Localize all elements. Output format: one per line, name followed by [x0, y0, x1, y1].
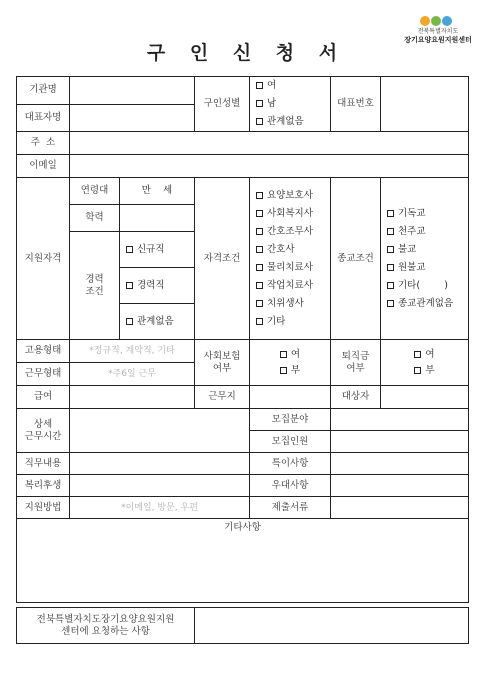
checkbox-icon[interactable] [387, 282, 394, 289]
checkbox-icon[interactable] [126, 246, 133, 253]
title-char: 구 [146, 42, 166, 64]
work-type-label: 근무형태 [17, 363, 70, 386]
logo-figures-icon [398, 14, 478, 28]
rep-phone-field[interactable] [381, 77, 469, 132]
apply-method-field[interactable]: *이메일, 방문, 우편 [70, 497, 250, 519]
recruit-field-input[interactable] [331, 409, 469, 431]
gender-options [250, 77, 331, 132]
checkbox-icon[interactable] [387, 210, 394, 217]
checkbox-icon[interactable] [126, 282, 133, 289]
checkbox-icon[interactable] [256, 246, 263, 253]
org-name-field[interactable] [70, 77, 195, 105]
target-label: 대상자 [331, 386, 381, 409]
emp-type-label: 고용형태 [17, 340, 70, 363]
checkbox-icon[interactable] [387, 228, 394, 235]
detail-hours-field[interactable] [70, 409, 250, 453]
checkbox-icon[interactable] [387, 264, 394, 271]
qual-option[interactable]: 요양보호사 [256, 187, 328, 205]
rep-name-field[interactable] [70, 104, 195, 132]
checkbox-icon[interactable] [387, 246, 394, 253]
emp-type-field[interactable]: *정규직, 계약직, 기타 [70, 340, 195, 363]
religion-option[interactable]: 원불교 [387, 259, 466, 277]
salary-label: 급여 [17, 386, 70, 409]
qual-option[interactable]: 작업치료사 [256, 277, 328, 295]
recruit-count-label: 모집인원 [250, 431, 331, 453]
age-label: 연령대 [70, 178, 120, 205]
title-char: 서 [318, 42, 338, 64]
preference-field[interactable] [331, 475, 469, 497]
preference-label: 우대사항 [250, 475, 331, 497]
special-field[interactable] [331, 453, 469, 475]
checkbox-icon[interactable] [280, 367, 287, 374]
title-char: 신 [232, 42, 252, 64]
qual-option[interactable]: 사회복지사 [256, 205, 328, 223]
address-label: 주 소 [17, 132, 70, 155]
career-option[interactable]: 경력직 [120, 268, 195, 304]
checkbox-icon[interactable] [256, 282, 263, 289]
insurance-option[interactable]: 부 [252, 363, 328, 379]
logo-text-center: 장기요양요원지원센터 [404, 36, 472, 44]
education-label: 학력 [70, 205, 120, 232]
career-option[interactable]: 관계없음 [120, 304, 195, 340]
severance-option[interactable]: 부 [383, 363, 466, 379]
qual-option[interactable]: 간호사 [256, 241, 328, 259]
job-request-form [16, 76, 469, 644]
welfare-field[interactable] [70, 475, 250, 497]
gender-option[interactable]: 관계없음 [256, 113, 328, 131]
checkbox-icon[interactable] [256, 100, 263, 107]
request-field[interactable] [195, 608, 469, 644]
welfare-label: 복리후생 [17, 475, 70, 497]
insurance-option[interactable]: 여 [252, 347, 328, 363]
religion-option[interactable]: 불교 [387, 241, 466, 259]
checkbox-icon[interactable] [126, 318, 133, 325]
request-label: 전북특별자치도장기요양요원지원 센터에 요청하는 사항 [17, 608, 195, 644]
salary-field[interactable] [70, 386, 195, 409]
religion-option[interactable]: 종교관계없음 [387, 295, 466, 313]
insurance-options [250, 340, 331, 386]
email-label: 이메일 [17, 155, 70, 178]
religion-option[interactable]: 기독교 [387, 205, 466, 223]
other-notes-field[interactable] [17, 519, 469, 603]
workplace-label: 근무지 [195, 386, 250, 409]
career-label: 경력 조건 [70, 232, 120, 340]
gender-label: 구인성별 [195, 77, 250, 132]
gender-option[interactable]: 여 [256, 77, 328, 95]
religion-options [381, 178, 469, 340]
gender-option[interactable]: 남 [256, 95, 328, 113]
religion-option[interactable]: 기타( ) [387, 277, 466, 295]
title-char: 인 [189, 42, 209, 64]
support-qual-label: 지원자격 [17, 178, 70, 340]
checkbox-icon[interactable] [256, 228, 263, 235]
duties-field[interactable] [70, 453, 250, 475]
qual-option[interactable]: 기타 [256, 313, 328, 331]
page-title [0, 38, 484, 65]
checkbox-icon[interactable] [256, 82, 263, 89]
age-field[interactable]: 만 세 [120, 178, 195, 205]
religion-cond-label: 종교조건 [331, 178, 381, 340]
apply-method-label: 지원방법 [17, 497, 70, 519]
severance-option[interactable]: 여 [383, 347, 466, 363]
target-field[interactable] [381, 386, 469, 409]
special-label: 특이사항 [250, 453, 331, 475]
qual-options [250, 178, 331, 340]
checkbox-icon[interactable] [256, 118, 263, 125]
checkbox-icon[interactable] [387, 300, 394, 307]
career-option[interactable]: 신규직 [120, 232, 195, 268]
address-field[interactable] [70, 132, 469, 155]
documents-field[interactable] [331, 497, 469, 519]
documents-label: 제출서류 [250, 497, 331, 519]
rep-name-label: 대표자명 [17, 104, 70, 132]
workplace-field[interactable] [250, 386, 331, 409]
email-field[interactable] [70, 155, 469, 178]
checkbox-icon[interactable] [256, 264, 263, 271]
rep-phone-label: 대표번호 [331, 77, 381, 132]
work-type-field[interactable]: *주6일 근무 [70, 363, 195, 386]
recruit-count-field[interactable] [331, 431, 469, 453]
qual-cond-label: 자격조건 [195, 178, 250, 340]
qual-option[interactable]: 치위생사 [256, 295, 328, 313]
education-field[interactable] [120, 205, 195, 232]
title-char: 청 [275, 42, 295, 64]
checkbox-icon[interactable] [414, 351, 421, 358]
qual-option[interactable]: 간호조무사 [256, 223, 328, 241]
detail-hours-label: 상세 근무시간 [17, 409, 70, 453]
checkbox-icon[interactable] [256, 300, 263, 307]
severance-options [381, 340, 469, 386]
severance-label: 퇴직금 여부 [331, 340, 381, 386]
checkbox-icon[interactable] [256, 192, 263, 199]
other-notes-label: 기타사항 [224, 522, 261, 533]
duties-label: 직무내용 [17, 453, 70, 475]
org-name-label: 기관명 [17, 77, 70, 105]
recruit-field-label: 모집분야 [250, 409, 331, 431]
religion-option[interactable]: 천주교 [387, 223, 466, 241]
checkbox-icon[interactable] [256, 318, 263, 325]
insurance-label: 사회보험 여부 [195, 340, 250, 386]
checkbox-icon[interactable] [414, 367, 421, 374]
logo-text-region: 전북특별자치도 [417, 28, 459, 35]
checkbox-icon[interactable] [256, 210, 263, 217]
checkbox-icon[interactable] [280, 351, 287, 358]
qual-option[interactable]: 물리치료사 [256, 259, 328, 277]
